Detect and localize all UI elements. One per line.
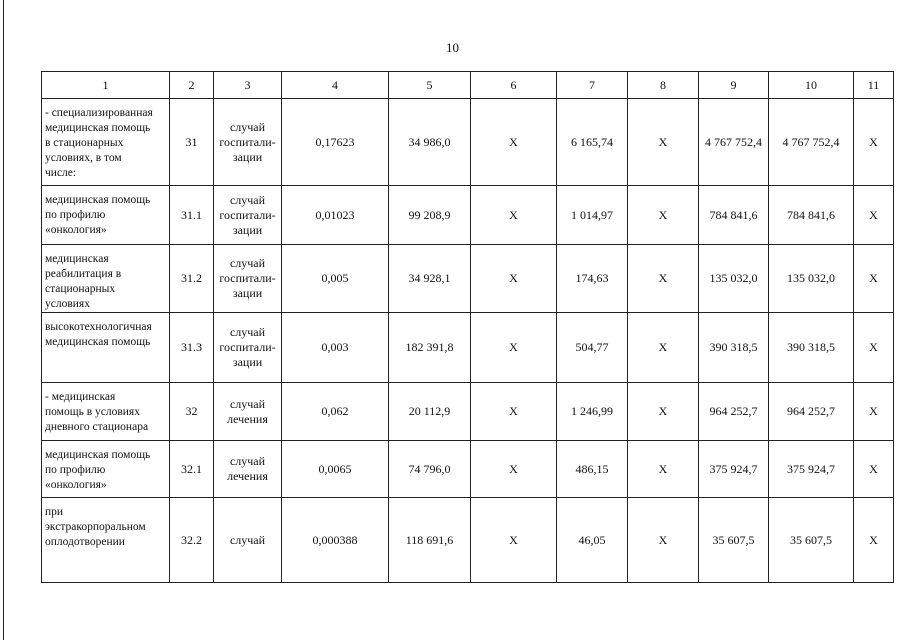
column-header: 6 bbox=[471, 72, 557, 99]
value-cell-col8: Х bbox=[628, 313, 699, 383]
row-name-cell bbox=[42, 186, 170, 245]
row-name-line: по профилю bbox=[45, 209, 106, 221]
value-cell-col9: 375 924,7 bbox=[699, 441, 769, 498]
row-name-line: по профилю bbox=[45, 464, 106, 476]
column-header: 7 bbox=[557, 72, 628, 99]
unit-line: случай bbox=[229, 454, 266, 468]
table-row bbox=[42, 245, 894, 313]
value-cell-col8: Х bbox=[628, 99, 699, 186]
value-cell-col11: Х bbox=[854, 383, 894, 441]
value-cell-col7: 1 246,99 bbox=[557, 383, 628, 441]
value-cell-col10: 375 924,7 bbox=[769, 441, 854, 498]
unit-line: случай bbox=[229, 119, 266, 134]
unit-line: госпитали- bbox=[219, 340, 276, 354]
value-cell-col4: 0,01023 bbox=[282, 186, 389, 245]
unit-line: зации bbox=[232, 355, 263, 369]
row-name-line: медицинская помощь bbox=[45, 336, 151, 348]
row-name-cell bbox=[42, 245, 170, 313]
row-name-cell bbox=[42, 441, 170, 498]
value-cell-col4: 0,0065 bbox=[282, 441, 389, 498]
row-name-line: медицинская помощь bbox=[45, 122, 151, 134]
value-cell-col10: 4 767 752,4 bbox=[769, 99, 854, 186]
column-header: 11 bbox=[854, 72, 894, 99]
value-cell-col11: Х bbox=[854, 498, 894, 583]
unit-line: случай bbox=[229, 192, 266, 207]
row-name-line: условиях, в том bbox=[45, 152, 122, 164]
value-cell-col9: 4 767 752,4 bbox=[699, 99, 769, 186]
value-cell-col10: 35 607,5 bbox=[769, 498, 854, 583]
value-cell-col6: Х bbox=[471, 383, 557, 441]
table-row bbox=[42, 186, 894, 245]
value-cell-col10: 784 841,6 bbox=[769, 186, 854, 245]
value-cell-col6: Х bbox=[471, 498, 557, 583]
value-cell-col10: 135 032,0 bbox=[769, 245, 854, 313]
unit-line: лечения bbox=[227, 469, 268, 483]
value-cell-col11: Х bbox=[854, 99, 894, 186]
row-name-line: дневного стационара bbox=[45, 421, 149, 433]
unit-line: зации bbox=[232, 222, 263, 237]
value-cell-col9: 964 252,7 bbox=[699, 383, 769, 441]
row-code-cell: 31.1 bbox=[170, 186, 214, 245]
value-cell-col5: 99 208,9 bbox=[389, 186, 471, 245]
table-row bbox=[42, 99, 894, 186]
value-cell-col8: Х bbox=[628, 186, 699, 245]
value-cell-col6: Х bbox=[471, 99, 557, 186]
value-cell-col7: 174,63 bbox=[557, 245, 628, 313]
value-cell-col8: Х bbox=[628, 441, 699, 498]
value-cell-col7: 486,15 bbox=[557, 441, 628, 498]
unit-cell bbox=[214, 186, 282, 245]
column-header: 1 bbox=[42, 72, 170, 99]
row-name-line: условиях bbox=[45, 298, 90, 310]
value-cell-col9: 784 841,6 bbox=[699, 186, 769, 245]
row-name-line: помощь в условиях bbox=[45, 406, 140, 418]
value-cell-col11: Х bbox=[854, 313, 894, 383]
value-cell-col5: 74 796,0 bbox=[389, 441, 471, 498]
value-cell-col7: 6 165,74 bbox=[557, 99, 628, 186]
value-cell-col5: 182 391,8 bbox=[389, 313, 471, 383]
row-name-line: числе: bbox=[45, 167, 77, 179]
table-row bbox=[42, 383, 894, 441]
header-row bbox=[42, 72, 894, 99]
value-cell-col4: 0,005 bbox=[282, 245, 389, 313]
value-cell-col5: 118 691,6 bbox=[389, 498, 471, 583]
value-cell-col10: 390 318,5 bbox=[769, 313, 854, 383]
column-header: 2 bbox=[170, 72, 214, 99]
row-name-line: стационарных bbox=[45, 283, 116, 295]
row-name-line: «онкология» bbox=[45, 224, 107, 236]
value-cell-col4: 0,062 bbox=[282, 383, 389, 441]
value-cell-col9: 35 607,5 bbox=[699, 498, 769, 583]
value-cell-col8: Х bbox=[628, 383, 699, 441]
row-name-line: высокотехнологичная bbox=[45, 321, 152, 333]
unit-cell bbox=[214, 441, 282, 498]
page-number: 10 bbox=[446, 40, 459, 55]
row-name-line: медицинская bbox=[45, 253, 109, 265]
unit-line: лечения bbox=[227, 411, 268, 426]
table-row bbox=[42, 441, 894, 498]
unit-cell bbox=[214, 383, 282, 441]
column-header: 9 bbox=[699, 72, 769, 99]
row-name-line: при bbox=[45, 506, 64, 518]
value-cell-col4: 0,17623 bbox=[282, 99, 389, 186]
unit-line: случай bbox=[229, 396, 266, 411]
value-cell-col8: Х bbox=[628, 498, 699, 583]
column-header: 10 bbox=[769, 72, 854, 99]
unit-line: госпитали- bbox=[219, 207, 276, 222]
row-name-cell bbox=[42, 498, 170, 583]
value-cell-col5: 34 986,0 bbox=[389, 99, 471, 186]
value-cell-col7: 504,77 bbox=[557, 313, 628, 383]
row-name-line: оплодотворении bbox=[45, 536, 125, 548]
value-cell-col7: 1 014,97 bbox=[557, 186, 628, 245]
value-cell-col4: 0,003 bbox=[282, 313, 389, 383]
unit-line: случай bbox=[229, 256, 266, 270]
column-header: 3 bbox=[214, 72, 282, 99]
unit-line: госпитали- bbox=[219, 271, 276, 285]
row-name-line: реабилитация в bbox=[45, 268, 122, 280]
value-cell-col10: 964 252,7 bbox=[769, 383, 854, 441]
row-code-cell: 31.2 bbox=[170, 245, 214, 313]
value-cell-col9: 135 032,0 bbox=[699, 245, 769, 313]
data-table bbox=[41, 71, 894, 583]
value-cell-col11: Х bbox=[854, 245, 894, 313]
value-cell-col7: 46,05 bbox=[557, 498, 628, 583]
row-code-cell: 32.1 bbox=[170, 441, 214, 498]
row-name-cell bbox=[42, 313, 170, 383]
unit-line: случай bbox=[229, 325, 266, 339]
row-name-line: в стационарных bbox=[45, 137, 124, 149]
table-row bbox=[42, 498, 894, 583]
row-name-line: экстракорпоральном bbox=[45, 521, 146, 533]
row-code-cell: 32.2 bbox=[170, 498, 214, 583]
unit-line: зации bbox=[232, 286, 263, 300]
unit-line: зации bbox=[232, 149, 263, 164]
unit-cell bbox=[214, 99, 282, 186]
unit-line: госпитали- bbox=[219, 134, 276, 149]
page-edge-rule bbox=[3, 0, 4, 640]
row-name-line: «онкология» bbox=[45, 479, 107, 491]
value-cell-col9: 390 318,5 bbox=[699, 313, 769, 383]
column-header: 5 bbox=[389, 72, 471, 99]
value-cell-col5: 20 112,9 bbox=[389, 383, 471, 441]
value-cell-col8: Х bbox=[628, 245, 699, 313]
value-cell-col11: Х bbox=[854, 186, 894, 245]
row-name-line: - специализированная bbox=[45, 107, 153, 119]
row-code-cell: 31 bbox=[170, 99, 214, 186]
row-code-cell: 31.3 bbox=[170, 313, 214, 383]
column-header: 8 bbox=[628, 72, 699, 99]
value-cell-col6: Х bbox=[471, 245, 557, 313]
column-header: 4 bbox=[282, 72, 389, 99]
row-name-cell bbox=[42, 99, 170, 186]
unit-line: случай bbox=[229, 532, 266, 547]
value-cell-col6: Х bbox=[471, 313, 557, 383]
row-name-line: медицинская помощь bbox=[45, 194, 151, 206]
value-cell-col6: Х bbox=[471, 186, 557, 245]
value-cell-col11: Х bbox=[854, 441, 894, 498]
unit-cell bbox=[214, 498, 282, 583]
table-row bbox=[42, 313, 894, 383]
unit-cell bbox=[214, 245, 282, 313]
value-cell-col5: 34 928,1 bbox=[389, 245, 471, 313]
row-name-line: - медицинская bbox=[45, 391, 116, 403]
value-cell-col6: Х bbox=[471, 441, 557, 498]
row-name-cell bbox=[42, 383, 170, 441]
row-code-cell: 32 bbox=[170, 383, 214, 441]
unit-cell bbox=[214, 313, 282, 383]
value-cell-col4: 0,000388 bbox=[282, 498, 389, 583]
row-name-line: медицинская помощь bbox=[45, 449, 151, 461]
